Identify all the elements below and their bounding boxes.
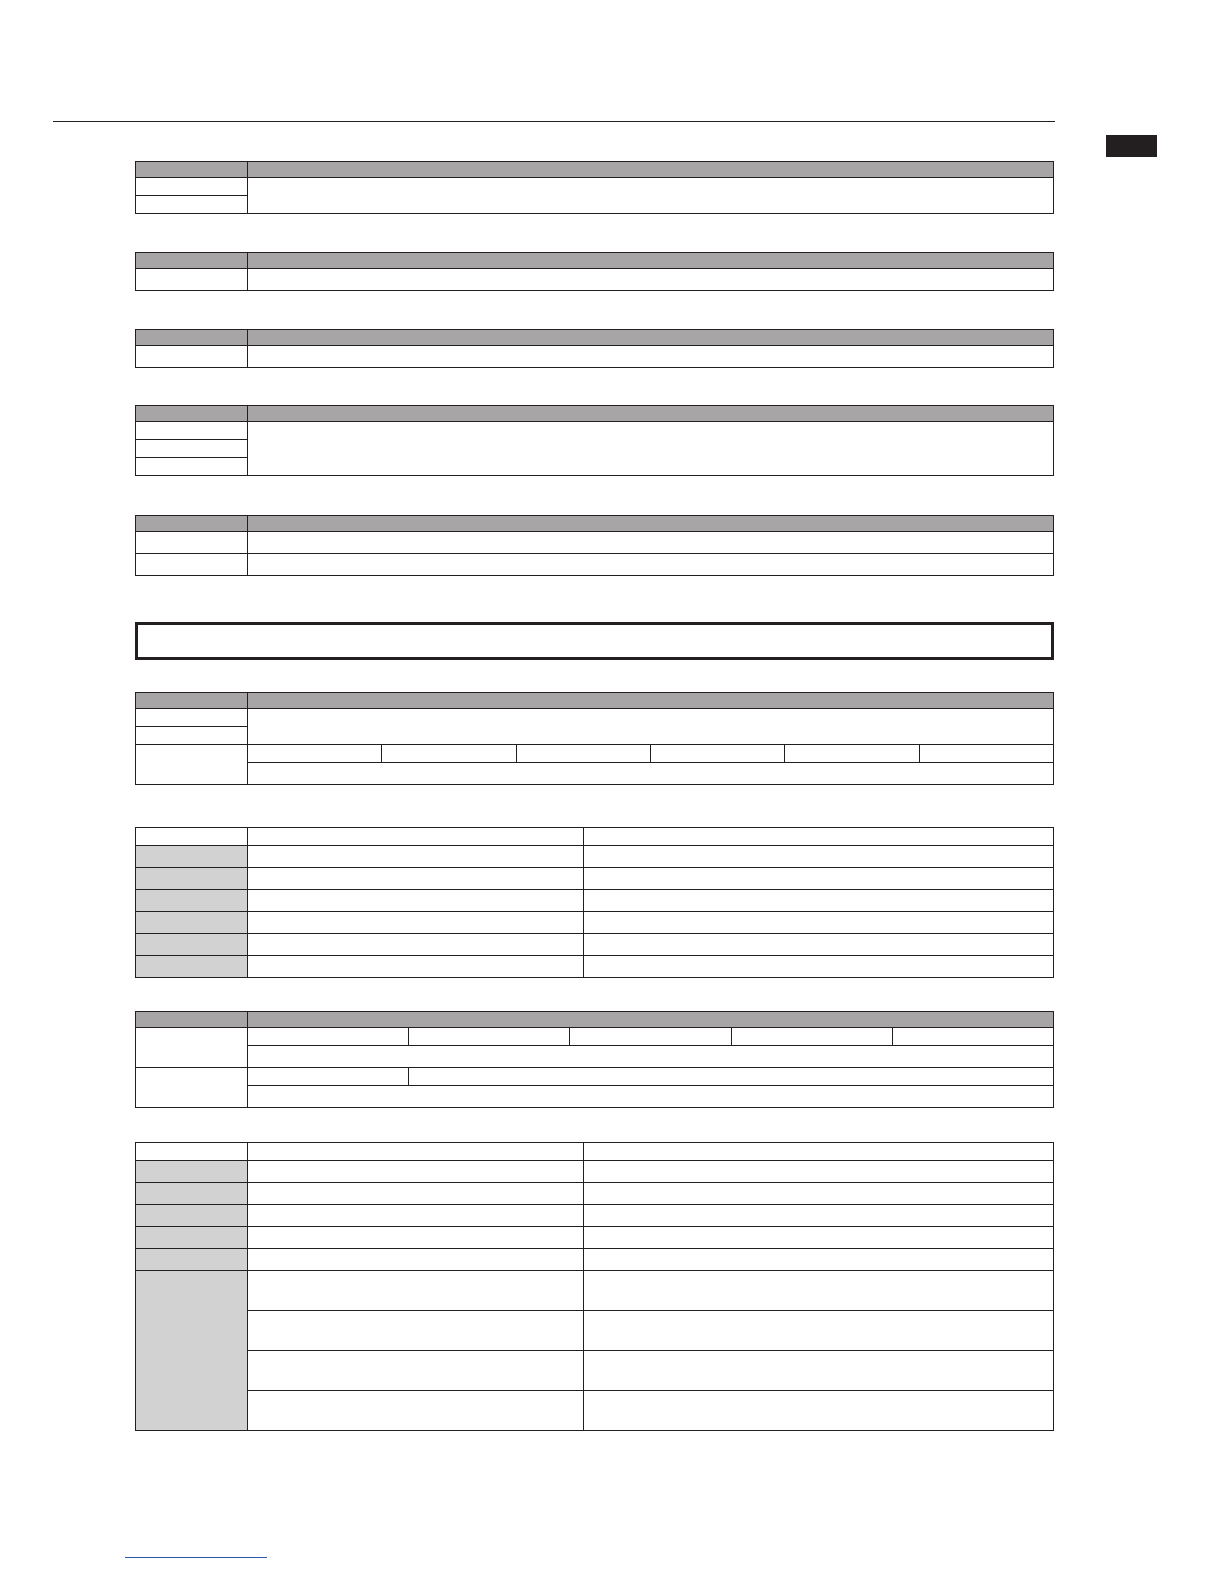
- table-row: [136, 532, 1054, 554]
- spec-table-3: [135, 329, 1054, 368]
- header-rule: [53, 121, 1055, 122]
- section-tab: [1106, 135, 1157, 157]
- spec-table-8: [135, 1011, 1054, 1108]
- table-row: [136, 1351, 1054, 1391]
- table-row: [136, 1161, 1054, 1183]
- table-row: [136, 269, 1054, 291]
- table-row: [136, 1028, 1054, 1046]
- table-row: [136, 956, 1054, 978]
- table-header-row: [136, 253, 1054, 269]
- table-header-row: [136, 1143, 1054, 1161]
- table-row: [136, 1086, 1054, 1108]
- table-row: [136, 1205, 1054, 1227]
- matrix-table-2: [135, 1142, 1054, 1431]
- table-header-row: [136, 162, 1054, 178]
- table-row: [136, 1249, 1054, 1271]
- table-row: [136, 178, 1054, 196]
- table-row: [136, 554, 1054, 576]
- table-row: [136, 912, 1054, 934]
- spec-table-6: [135, 692, 1054, 785]
- table-header-row: [136, 693, 1054, 709]
- table-row: [136, 846, 1054, 868]
- table-header-row: [136, 516, 1054, 532]
- table-row: [136, 1183, 1054, 1205]
- spec-table-1: [135, 161, 1054, 214]
- table-header-row: [136, 828, 1054, 846]
- table-row: [136, 1227, 1054, 1249]
- table-row: [136, 745, 1054, 763]
- table-row: [136, 868, 1054, 890]
- table-row: [136, 934, 1054, 956]
- table-row: [136, 1271, 1054, 1311]
- table-row: [136, 422, 1054, 440]
- table-row: [136, 1068, 1054, 1086]
- table-row: [136, 1311, 1054, 1351]
- table-header-row: [136, 406, 1054, 422]
- table-header-row: [136, 330, 1054, 346]
- matrix-table-1: [135, 827, 1054, 978]
- table-row: [136, 1391, 1054, 1431]
- footer-link-underline[interactable]: [125, 1557, 267, 1558]
- spec-table-5: [135, 515, 1054, 576]
- table-row: [136, 346, 1054, 368]
- table-row: [136, 890, 1054, 912]
- table-row: [136, 1046, 1054, 1068]
- table-row: [136, 709, 1054, 727]
- spec-table-2: [135, 252, 1054, 291]
- table-row: [136, 763, 1054, 785]
- spec-table-4: [135, 405, 1054, 476]
- note-box: [135, 622, 1054, 660]
- table-header-row: [136, 1012, 1054, 1028]
